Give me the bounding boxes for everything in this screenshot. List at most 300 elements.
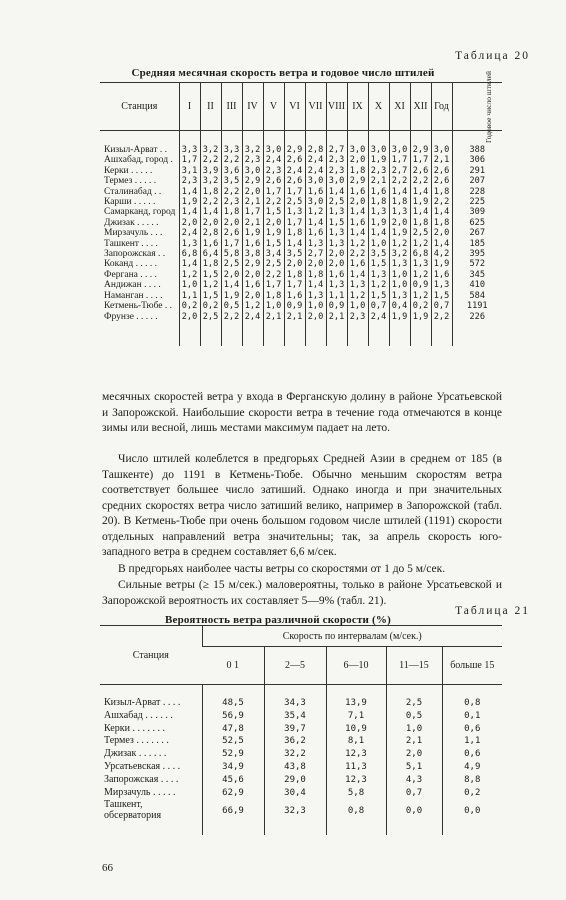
table21-station-header: Станция: [100, 626, 202, 685]
table-cell: 2,3: [179, 176, 200, 186]
station-name: Ашхабад, город .: [104, 155, 173, 166]
table-cell: 30,4: [264, 787, 326, 800]
table-cell: 1,4: [347, 228, 368, 238]
table-cell: 1,9: [410, 312, 431, 322]
table-cell: 1,2: [368, 280, 389, 290]
table-cell: 0,8: [442, 697, 502, 710]
table21-header-cell: 0 1: [202, 647, 264, 685]
table-cell: 1,6: [347, 218, 368, 228]
table-cell: 2,6: [284, 176, 305, 186]
table-cell: 12,3: [326, 748, 386, 761]
table-cell: 291: [452, 166, 502, 176]
empty-cell: [284, 131, 305, 146]
table-row: [100, 799, 502, 823]
table-cell: 13,9: [326, 697, 386, 710]
table-cell: 1,7: [284, 218, 305, 228]
empty-cell: [452, 322, 502, 346]
table-cell: 1,4: [431, 239, 452, 249]
table-cell: 1,4: [221, 280, 242, 290]
station-name: Джизак . . . . .: [104, 217, 159, 228]
table-cell: 388: [452, 145, 502, 155]
table-cell: 1,8: [263, 291, 284, 301]
empty-cell: [264, 685, 326, 698]
table-cell: 1,3: [389, 259, 410, 269]
table-cell: 2,6: [284, 155, 305, 165]
empty-cell: [326, 322, 347, 346]
empty-cell: [221, 131, 242, 146]
table-cell: 2,7: [305, 249, 326, 259]
table20-label: Таблица 20: [455, 50, 530, 62]
table-cell: 1,8: [347, 166, 368, 176]
table-cell: 1,8: [431, 187, 452, 197]
table-cell: 1,5: [263, 207, 284, 217]
table-cell: 4,9: [442, 761, 502, 774]
table-cell: 1,2: [347, 291, 368, 301]
table-cell: 1,8: [200, 259, 221, 269]
station-name: Ашхабад . . . . . .: [104, 709, 173, 721]
empty-cell: [442, 685, 502, 698]
table-cell: 32,3: [264, 799, 326, 823]
table-cell: 1,9: [431, 259, 452, 269]
table-cell: 8,8: [442, 774, 502, 787]
table-cell: 2,6: [410, 166, 431, 176]
table-cell: 309: [452, 207, 502, 217]
empty-cell: [326, 685, 386, 698]
table-row: [100, 166, 502, 176]
table21-header-cell: 2—5: [264, 647, 326, 685]
table-cell: 2,7: [326, 145, 347, 155]
table-cell: 1,6: [347, 187, 368, 197]
table-cell: 1,8: [284, 228, 305, 238]
table-cell: 0,8: [326, 799, 386, 823]
empty-cell: [200, 322, 221, 346]
table-cell: 2,0: [431, 228, 452, 238]
empty-cell: [100, 131, 179, 146]
table-cell: 2,0: [242, 291, 263, 301]
table-cell: 1,7: [284, 280, 305, 290]
table-cell: 1,8: [284, 270, 305, 280]
table-row: [100, 301, 502, 311]
table-cell: 2,5: [386, 697, 442, 710]
station-name: Фрунзе . . . . .: [104, 311, 158, 322]
table-row: [100, 774, 502, 787]
station-name: Кетмень-Тюбе . .: [104, 301, 173, 312]
table-cell: 2,1: [386, 735, 442, 748]
table20-header-cell: Год: [431, 83, 452, 131]
table-cell: 7,1: [326, 710, 386, 723]
table-cell: 2,8: [305, 145, 326, 155]
station-name: Фергана . . . .: [104, 269, 157, 280]
table-cell: 2,3: [221, 197, 242, 207]
table-cell: 0,2: [410, 301, 431, 311]
paragraph-3: В предгорьях наиболее часты ветры со скоростями от 1 до 5 м/сек.: [118, 563, 446, 575]
table-cell: 2,3: [242, 155, 263, 165]
table-cell: 1,9: [263, 228, 284, 238]
table-cell: 2,4: [263, 155, 284, 165]
table-cell: 0,7: [386, 787, 442, 800]
table-cell: 0,7: [431, 301, 452, 311]
table-cell: 2,0: [326, 259, 347, 269]
table-cell: 2,9: [284, 145, 305, 155]
table-cell: 1,4: [431, 207, 452, 217]
table20-header-cell: III: [221, 83, 242, 131]
table21-title: Вероятность ветра различной скорости (%): [165, 614, 391, 626]
station-name: Ташкент . . . .: [104, 238, 158, 249]
table-row: [100, 748, 502, 761]
table-cell: 2,4: [179, 228, 200, 238]
empty-cell: [431, 131, 452, 146]
empty-cell: [389, 131, 410, 146]
station-name: Урсатьевская . . . .: [104, 760, 181, 772]
table-cell: 410: [452, 280, 502, 290]
station-name: Джизак . . . . . .: [104, 748, 167, 760]
table-cell: 2,0: [242, 270, 263, 280]
table-row: [100, 176, 502, 186]
table-cell: 1,4: [389, 187, 410, 197]
table-cell: 0,2: [200, 301, 221, 311]
table-cell: 3,0: [242, 166, 263, 176]
station-name: Кизыл-Арват . . . .: [104, 697, 181, 708]
table-cell: 2,1: [368, 176, 389, 186]
table-cell: 11,3: [326, 761, 386, 774]
table20-header-cell: Станция: [100, 83, 179, 131]
empty-cell: [326, 131, 347, 146]
station-name: Наманган . . . .: [104, 290, 163, 301]
table-cell: 1,5: [200, 270, 221, 280]
empty-cell: [305, 322, 326, 346]
table-cell: 1,9: [389, 312, 410, 322]
table-cell: 584: [452, 291, 502, 301]
station-name: Андижан . . . .: [104, 280, 161, 291]
table-cell: 3,0: [305, 197, 326, 207]
spacer-row: [100, 322, 502, 346]
table-cell: 1,9: [368, 155, 389, 165]
table-cell: 10,9: [326, 723, 386, 736]
empty-cell: [179, 322, 200, 346]
table-cell: 47,8: [202, 723, 264, 736]
table-cell: 2,2: [410, 176, 431, 186]
table-cell: 52,9: [202, 748, 264, 761]
table-cell: 1,7: [221, 239, 242, 249]
table-cell: 1,5: [431, 291, 452, 301]
table-cell: 0,0: [442, 799, 502, 823]
table-cell: 0,7: [368, 301, 389, 311]
station-name: Керки . . . . .: [104, 165, 153, 176]
station-name: Запорожская . .: [104, 249, 166, 260]
empty-cell: [221, 322, 242, 346]
table-cell: 1,5: [368, 291, 389, 301]
table-cell: 1191: [452, 301, 502, 311]
table-row: [100, 723, 502, 736]
table-cell: 29,0: [264, 774, 326, 787]
table-cell: 0,9: [284, 301, 305, 311]
table-cell: 1,7: [242, 207, 263, 217]
table-cell: 1,4: [305, 280, 326, 290]
table-cell: 3,2: [200, 145, 221, 155]
table-cell: 3,2: [389, 249, 410, 259]
table-cell: 1,7: [389, 155, 410, 165]
table-cell: 1,2: [410, 239, 431, 249]
table-cell: 1,5: [368, 259, 389, 269]
table-cell: 2,2: [221, 155, 242, 165]
table-cell: 1,4: [326, 187, 347, 197]
table-cell: 0,9: [326, 301, 347, 311]
table-cell: 2,2: [347, 249, 368, 259]
table-cell: 2,8: [200, 228, 221, 238]
table20-header-cell: IV: [242, 83, 263, 131]
table-cell: 1,2: [242, 301, 263, 311]
table20-header-cell: VI: [284, 83, 305, 131]
table-cell: 2,9: [242, 259, 263, 269]
table-cell: 1,3: [389, 291, 410, 301]
empty-cell: [305, 131, 326, 146]
table-cell: 3,3: [179, 145, 200, 155]
table-cell: 3,0: [347, 145, 368, 155]
empty-cell: [263, 131, 284, 146]
table20-header-cell: X: [368, 83, 389, 131]
station-name: Мирзачуль . . .: [104, 228, 163, 239]
table-cell: 35,4: [264, 710, 326, 723]
table-cell: 225: [452, 197, 502, 207]
empty-cell: [202, 685, 264, 698]
table-cell: 2,0: [179, 312, 200, 322]
table-row: [100, 187, 502, 197]
table-cell: 6,4: [200, 249, 221, 259]
table-cell: 1,8: [431, 218, 452, 228]
table-row: [100, 207, 502, 217]
table-cell: 2,3: [347, 312, 368, 322]
table-cell: 1,2: [389, 239, 410, 249]
table-cell: 2,7: [389, 166, 410, 176]
table-cell: 1,2: [179, 270, 200, 280]
table-cell: 2,0: [200, 218, 221, 228]
empty-cell: [179, 131, 200, 146]
spacer-row: [100, 131, 502, 146]
table-cell: 1,6: [305, 228, 326, 238]
table-cell: 5,8: [326, 787, 386, 800]
table-cell: 0,6: [442, 723, 502, 736]
table-cell: 3,4: [263, 249, 284, 259]
table-cell: 0,9: [410, 280, 431, 290]
table-cell: 2,4: [305, 155, 326, 165]
table-cell: 3,5: [284, 249, 305, 259]
table-cell: 395: [452, 249, 502, 259]
station-name: Термез . . . . .: [104, 176, 157, 187]
table-cell: 3,2: [242, 145, 263, 155]
table-cell: 6,8: [410, 249, 431, 259]
table-cell: 1,9: [221, 291, 242, 301]
table-cell: 2,0: [305, 259, 326, 269]
empty-cell: [242, 131, 263, 146]
station-name: Карши . . . . .: [104, 197, 156, 208]
table-row: [100, 218, 502, 228]
table-cell: 1,9: [410, 197, 431, 207]
table-cell: 1,5: [326, 218, 347, 228]
table-cell: 2,9: [242, 176, 263, 186]
table-cell: 1,9: [368, 218, 389, 228]
table21-header-cell: больше 15: [442, 647, 502, 685]
table-cell: 0,5: [386, 710, 442, 723]
table-cell: 1,3: [389, 207, 410, 217]
table-row: [100, 145, 502, 155]
table-row: [100, 249, 502, 259]
table-row: [100, 761, 502, 774]
table-row: [100, 280, 502, 290]
table-cell: 0,5: [221, 301, 242, 311]
table-cell: 345: [452, 270, 502, 280]
station-name: Сталинабад . .: [104, 186, 162, 197]
table-cell: 1,6: [431, 270, 452, 280]
table-cell: 1,4: [284, 239, 305, 249]
table-cell: 5,1: [386, 761, 442, 774]
table-cell: 1,3: [326, 228, 347, 238]
table-cell: 3,3: [221, 145, 242, 155]
table-cell: 3,0: [263, 145, 284, 155]
table-cell: 2,1: [263, 312, 284, 322]
table-cell: 1,4: [368, 228, 389, 238]
table21: [100, 625, 502, 835]
table-cell: 2,0: [179, 218, 200, 228]
table-cell: 0,2: [442, 787, 502, 800]
table-row: [100, 710, 502, 723]
station-name: Кизыл-Арват . .: [104, 145, 168, 155]
table-cell: 2,0: [221, 270, 242, 280]
table-cell: 1,8: [221, 207, 242, 217]
table-cell: 0,2: [179, 301, 200, 311]
table-cell: 4,2: [431, 249, 452, 259]
spacer-row: [100, 823, 502, 835]
table-cell: 2,0: [386, 748, 442, 761]
table-cell: 1,7: [410, 155, 431, 165]
table-cell: 1,3: [347, 280, 368, 290]
table-cell: 0,6: [442, 748, 502, 761]
table-cell: 1,0: [305, 301, 326, 311]
table-cell: 1,7: [263, 280, 284, 290]
table-cell: 2,5: [410, 228, 431, 238]
empty-cell: [386, 823, 442, 835]
table20-header-cell: [452, 70, 502, 143]
table-cell: 32,2: [264, 748, 326, 761]
table-cell: 34,9: [202, 761, 264, 774]
table21-header-cell: 11—15: [386, 647, 442, 685]
table20-title: Средняя месячная скорость ветра и годовое число штилей: [131, 67, 435, 79]
table20-header-cell: VII: [305, 83, 326, 131]
table20-header-cell: II: [200, 83, 221, 131]
table-cell: 1,6: [368, 187, 389, 197]
paragraph-4: Сильные ветры (≥ 15 м/сек.) маловероятны, только в районе Урсатьевской и Запорожской вероятность их составляет 5—9% (табл. 21).: [102, 579, 502, 607]
table-cell: 2,5: [221, 259, 242, 269]
table-cell: 1,4: [410, 187, 431, 197]
table-cell: 12,3: [326, 774, 386, 787]
table-cell: 1,0: [179, 280, 200, 290]
table-cell: 2,6: [431, 176, 452, 186]
table-cell: 1,4: [305, 218, 326, 228]
table-cell: 1,3: [305, 239, 326, 249]
table-cell: 572: [452, 259, 502, 269]
table-cell: 207: [452, 176, 502, 186]
table-cell: 3,6: [221, 166, 242, 176]
table-cell: 1,3: [179, 239, 200, 249]
table-cell: 185: [452, 239, 502, 249]
table-cell: 1,6: [305, 187, 326, 197]
station-name: Мирзачуль . . . . .: [104, 786, 176, 798]
table-cell: 2,3: [368, 166, 389, 176]
table20-header-cell: V: [263, 83, 284, 131]
empty-cell: [242, 322, 263, 346]
table20-header-cell: IX: [347, 83, 368, 131]
table-cell: 1,2: [305, 207, 326, 217]
table-cell: 1,8: [389, 197, 410, 207]
table-cell: 2,5: [263, 259, 284, 269]
empty-cell: [200, 131, 221, 146]
table-cell: 1,2: [410, 270, 431, 280]
table-cell: 2,2: [263, 270, 284, 280]
table-cell: 2,0: [347, 197, 368, 207]
table-cell: 1,3: [410, 259, 431, 269]
table-cell: 228: [452, 187, 502, 197]
table-cell: 1,4: [200, 207, 221, 217]
table-cell: 39,7: [264, 723, 326, 736]
table-cell: 2,2: [221, 312, 242, 322]
table-cell: 3,0: [326, 176, 347, 186]
table-cell: 1,3: [368, 207, 389, 217]
table-cell: 1,3: [284, 207, 305, 217]
table-cell: 4,3: [386, 774, 442, 787]
table-cell: 2,1: [431, 155, 452, 165]
table20-header-cell: I: [179, 83, 200, 131]
table-cell: 1,2: [410, 291, 431, 301]
table-cell: 2,3: [263, 166, 284, 176]
table-cell: 2,2: [431, 197, 452, 207]
table-cell: 2,4: [305, 166, 326, 176]
table-cell: 1,6: [347, 259, 368, 269]
table-cell: 2,0: [326, 249, 347, 259]
table-row: [100, 735, 502, 748]
empty-cell: [410, 131, 431, 146]
table-cell: 2,0: [242, 187, 263, 197]
table-cell: 2,1: [284, 312, 305, 322]
table-cell: 1,6: [326, 270, 347, 280]
empty-cell: [389, 322, 410, 346]
table-cell: 2,2: [431, 312, 452, 322]
table-row: [100, 787, 502, 800]
table21-header-cell: 6—10: [326, 647, 386, 685]
table-cell: 625: [452, 218, 502, 228]
table-cell: 3,0: [431, 145, 452, 155]
table-cell: 2,6: [431, 166, 452, 176]
table-cell: 0,4: [389, 301, 410, 311]
table-cell: 1,4: [410, 207, 431, 217]
table-cell: 1,9: [389, 228, 410, 238]
table-cell: 2,5: [200, 312, 221, 322]
table-cell: 2,0: [305, 312, 326, 322]
table-cell: 1,0: [368, 239, 389, 249]
table-cell: 45,6: [202, 774, 264, 787]
table-cell: 1,1: [179, 291, 200, 301]
table-cell: 56,9: [202, 710, 264, 723]
table-cell: 2,3: [326, 155, 347, 165]
table-cell: 48,5: [202, 697, 264, 710]
table-cell: 3,5: [368, 249, 389, 259]
table-cell: 2,2: [221, 187, 242, 197]
table-cell: 2,5: [284, 197, 305, 207]
table-cell: 1,6: [242, 280, 263, 290]
table-cell: 0,1: [442, 710, 502, 723]
table-cell: 52,5: [202, 735, 264, 748]
table-cell: 267: [452, 228, 502, 238]
table-row: [100, 197, 502, 207]
table-cell: 2,9: [410, 145, 431, 155]
